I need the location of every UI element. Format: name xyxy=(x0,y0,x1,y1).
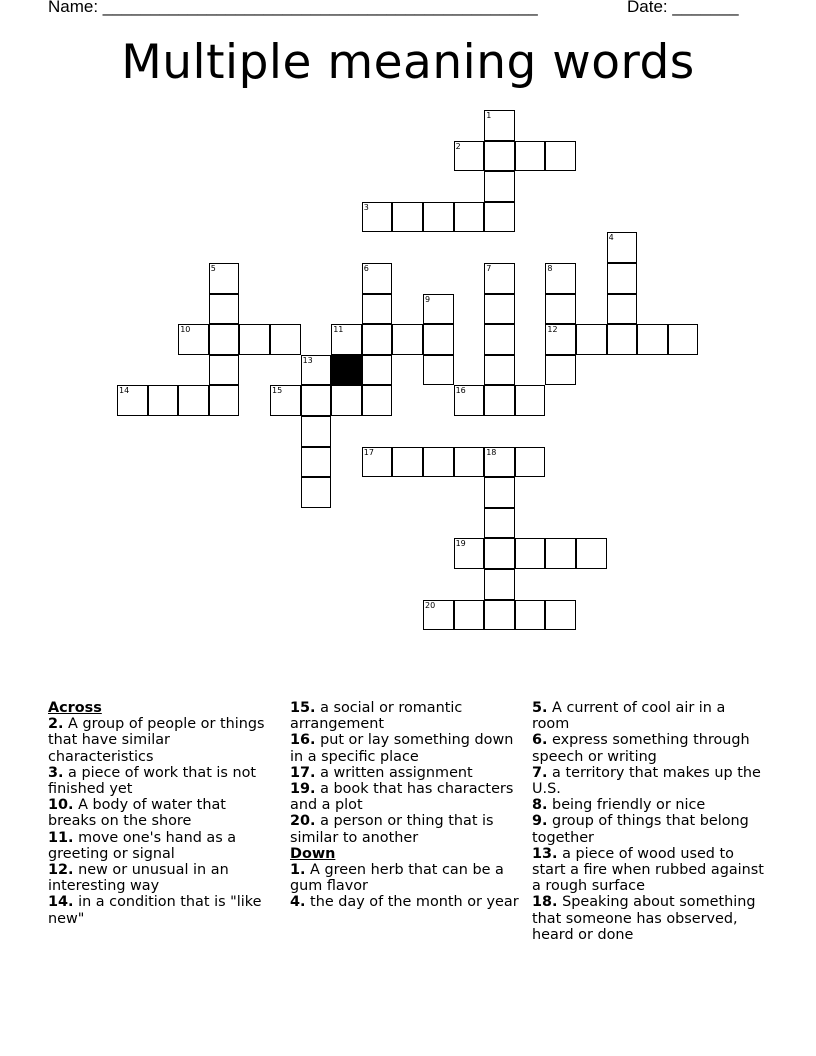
grid-cell[interactable] xyxy=(454,385,485,416)
grid-cell[interactable] xyxy=(392,447,423,478)
cell-number: 4 xyxy=(608,233,614,243)
grid-cell[interactable] xyxy=(148,385,179,416)
grid-cell[interactable] xyxy=(209,263,240,294)
grid-cell[interactable] xyxy=(423,324,454,355)
clue-text: express something through speech or writing xyxy=(532,732,750,765)
clue-number: 19. xyxy=(290,781,316,798)
down-clue xyxy=(532,700,764,732)
grid-cell[interactable] xyxy=(545,141,576,172)
grid-cell[interactable] xyxy=(117,385,148,416)
grid-cell[interactable] xyxy=(301,477,332,508)
across-clue xyxy=(48,894,278,926)
grid-cell[interactable] xyxy=(331,324,362,355)
grid-cell[interactable] xyxy=(423,447,454,478)
clue-number: 13. xyxy=(532,845,558,862)
clue-text: a social or romantic arrangement xyxy=(290,700,463,733)
grid-cell[interactable] xyxy=(484,385,515,416)
across-clue xyxy=(48,765,278,797)
cell-number: 15 xyxy=(272,386,283,396)
clue-number: 12. xyxy=(48,862,74,879)
grid-cell[interactable] xyxy=(545,294,576,325)
grid-cell[interactable] xyxy=(484,477,515,508)
down-heading: Down xyxy=(290,845,336,862)
grid-block xyxy=(331,355,362,386)
clue-number: 4. xyxy=(290,894,306,911)
grid-cell[interactable] xyxy=(515,538,546,569)
clues-column-2 xyxy=(290,700,522,911)
grid-cell[interactable] xyxy=(484,538,515,569)
grid-cell[interactable] xyxy=(239,324,270,355)
across-clue xyxy=(48,862,278,894)
grid-cell[interactable] xyxy=(178,385,209,416)
across-clue xyxy=(290,765,522,781)
grid-cell[interactable] xyxy=(576,538,607,569)
grid-cell[interactable] xyxy=(423,355,454,386)
grid-cell[interactable] xyxy=(484,600,515,631)
cell-number: 14 xyxy=(119,386,130,396)
grid-cell[interactable] xyxy=(209,355,240,386)
down-clue xyxy=(532,894,764,943)
clue-number: 11. xyxy=(48,829,74,846)
clue-text: put or lay something down in a specific place xyxy=(290,732,514,765)
grid-cell[interactable] xyxy=(607,232,638,263)
clue-text: A current of cool air in a room xyxy=(532,700,726,733)
across-clue xyxy=(290,813,522,845)
clue-text: Speaking about something that someone has observed, heard or done xyxy=(532,894,756,943)
clue-text: A group of people or things that have similar characteristics xyxy=(48,716,265,765)
grid-cell[interactable] xyxy=(423,294,454,325)
cell-number: 17 xyxy=(363,447,374,457)
grid-cell[interactable] xyxy=(301,355,332,386)
clue-number: 10. xyxy=(48,797,74,814)
clue-text: being friendly or nice xyxy=(547,797,706,814)
down-clue xyxy=(532,813,764,845)
grid-cell[interactable] xyxy=(484,447,515,478)
cell-number: 9 xyxy=(425,294,431,304)
grid-cell[interactable] xyxy=(454,141,485,172)
clue-text: A green herb that can be a gum flavor xyxy=(290,862,504,895)
grid-cell[interactable] xyxy=(484,171,515,202)
cell-number: 1 xyxy=(486,111,492,120)
grid-cell[interactable] xyxy=(270,324,301,355)
clue-number: 16. xyxy=(290,732,316,749)
clue-text: a territory that makes up the U.S. xyxy=(532,764,761,798)
down-clue xyxy=(290,862,522,894)
cell-number: 16 xyxy=(455,386,466,396)
cell-number: 6 xyxy=(363,264,369,273)
clue-number: 6. xyxy=(532,732,548,749)
grid-cell[interactable] xyxy=(484,508,515,539)
clue-text: the day of the month or year xyxy=(305,894,519,911)
cell-number: 20 xyxy=(425,600,436,610)
grid-cell[interactable] xyxy=(484,294,515,325)
grid-cell[interactable] xyxy=(423,600,454,631)
grid-cell[interactable] xyxy=(331,385,362,416)
cell-number: 10 xyxy=(180,325,191,335)
grid-cell[interactable] xyxy=(545,355,576,386)
clue-text: move one's hand as a greeting or signal xyxy=(48,829,237,862)
down-clue xyxy=(290,894,522,910)
grid-cell[interactable] xyxy=(454,600,485,631)
clue-text: a written assignment xyxy=(315,764,473,781)
grid-cell[interactable] xyxy=(484,355,515,386)
grid-cell[interactable] xyxy=(178,324,209,355)
down-clue xyxy=(532,797,764,813)
grid-cell[interactable] xyxy=(423,202,454,233)
across-clue xyxy=(48,716,278,765)
clues-column-1 xyxy=(48,700,278,927)
clue-number: 15. xyxy=(290,700,316,716)
cell-number: 3 xyxy=(363,202,369,212)
clue-number: 2. xyxy=(48,716,64,733)
clue-number: 18. xyxy=(532,894,558,911)
cell-number: 19 xyxy=(455,539,466,549)
grid-cell[interactable] xyxy=(362,324,393,355)
clue-number: 3. xyxy=(48,764,64,781)
clue-number: 8. xyxy=(532,797,548,814)
across-clue xyxy=(48,830,278,862)
name-field[interactable]: Name: ______________________________________________ xyxy=(48,0,538,16)
grid-cell[interactable] xyxy=(607,324,638,355)
grid-cell[interactable] xyxy=(668,324,699,355)
grid-cell[interactable] xyxy=(484,141,515,172)
grid-cell[interactable] xyxy=(209,324,240,355)
cell-number: 8 xyxy=(547,264,553,273)
grid-cell[interactable] xyxy=(545,538,576,569)
clue-text: a piece of wood used to start a fire when rubbed against a rough surface xyxy=(532,845,764,895)
grid-cell[interactable] xyxy=(484,324,515,355)
grid-cell[interactable] xyxy=(545,263,576,294)
grid-cell[interactable] xyxy=(484,263,515,294)
grid-cell[interactable] xyxy=(515,600,546,631)
across-clue xyxy=(290,732,522,764)
grid-cell[interactable] xyxy=(484,110,515,141)
grid-cell[interactable] xyxy=(515,447,546,478)
grid-cell[interactable] xyxy=(637,324,668,355)
down-clue xyxy=(532,732,764,764)
cell-number: 2 xyxy=(455,141,461,151)
grid-cell[interactable] xyxy=(454,202,485,233)
clue-text: a book that has characters and a plot xyxy=(290,781,514,814)
across-clue xyxy=(290,781,522,813)
clue-number: 7. xyxy=(532,764,548,781)
down-clue xyxy=(532,846,764,895)
grid-cell[interactable] xyxy=(454,538,485,569)
clue-text: a piece of work that is not finished yet xyxy=(48,764,257,798)
cell-number: 18 xyxy=(486,447,497,457)
clue-number: 5. xyxy=(532,700,548,716)
across-clue xyxy=(290,700,522,732)
grid-cell[interactable] xyxy=(515,385,546,416)
grid-cell[interactable] xyxy=(301,416,332,447)
grid-cell[interactable] xyxy=(301,385,332,416)
cell-number: 11 xyxy=(333,325,344,335)
clue-number: 14. xyxy=(48,894,74,911)
grid-cell[interactable] xyxy=(484,202,515,233)
grid-cell[interactable] xyxy=(607,294,638,325)
clue-number: 20. xyxy=(290,813,316,830)
grid-cell[interactable] xyxy=(209,294,240,325)
cell-number: 5 xyxy=(210,264,216,273)
clue-number: 9. xyxy=(532,813,548,830)
cell-number: 7 xyxy=(486,264,492,273)
grid-cell[interactable] xyxy=(362,355,393,386)
grid-cell[interactable] xyxy=(270,385,301,416)
clue-text: A body of water that breaks on the shore xyxy=(48,797,226,830)
clue-text: new or unusual in an interesting way xyxy=(48,862,229,895)
date-field[interactable]: Date: _______ xyxy=(627,0,739,16)
clue-number: 17. xyxy=(290,764,316,781)
grid-cell[interactable] xyxy=(454,447,485,478)
grid-cell[interactable] xyxy=(484,569,515,600)
across-clue xyxy=(48,797,278,829)
grid-cell[interactable] xyxy=(362,263,393,294)
grid-cell[interactable] xyxy=(515,141,546,172)
grid-cell[interactable] xyxy=(545,600,576,631)
across-heading: Across xyxy=(48,700,102,716)
clue-text: in a condition that is "like new" xyxy=(48,894,262,927)
grid-cell[interactable] xyxy=(301,447,332,478)
clue-text: group of things that belong together xyxy=(532,813,749,846)
grid-cell[interactable] xyxy=(392,324,423,355)
grid-cell[interactable] xyxy=(607,263,638,294)
grid-cell[interactable] xyxy=(362,447,393,478)
clue-text: a person or thing that is similar to another xyxy=(290,813,494,846)
grid-cell[interactable] xyxy=(545,324,576,355)
page-title: Multiple meaning words xyxy=(121,35,695,90)
grid-cell[interactable] xyxy=(576,324,607,355)
grid-cell[interactable] xyxy=(362,294,393,325)
grid-cell[interactable] xyxy=(362,202,393,233)
cell-number: 13 xyxy=(302,355,313,365)
clues-column-3 xyxy=(532,700,764,943)
grid-cell[interactable] xyxy=(392,202,423,233)
cell-number: 12 xyxy=(547,325,558,335)
grid-cell[interactable] xyxy=(362,385,393,416)
grid-cell[interactable] xyxy=(209,385,240,416)
down-clue xyxy=(532,765,764,797)
clue-number: 1. xyxy=(290,862,306,879)
